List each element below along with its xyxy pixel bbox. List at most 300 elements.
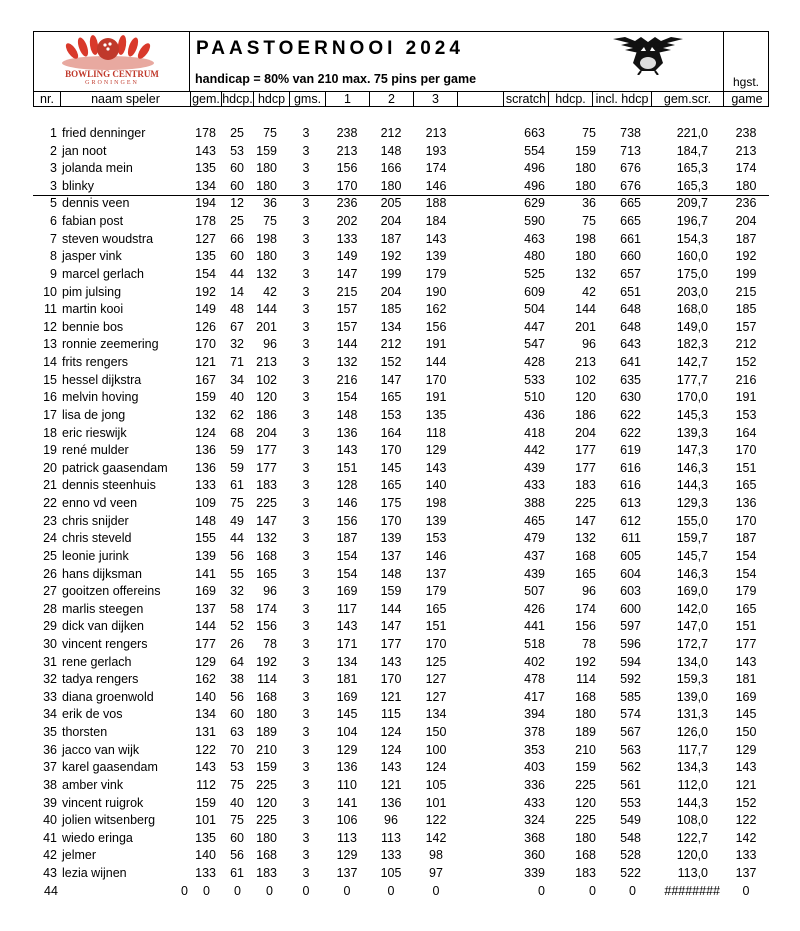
cell-game3: 170 <box>425 372 447 387</box>
cell-name: eric rieswijk <box>62 425 127 440</box>
table-row <box>0 425 800 442</box>
cell-gemscr: 117,7 <box>677 742 708 757</box>
table-row <box>0 160 800 177</box>
cell-nr: 27 <box>43 584 57 599</box>
cell-gms: 3 <box>302 707 310 722</box>
cell-hdcp-pct: 25 <box>230 214 244 229</box>
cell-nr: 33 <box>43 689 57 704</box>
cell-incl-hdcp: 676 <box>620 161 641 176</box>
cell-game1: 154 <box>336 566 358 581</box>
cell-game3: 151 <box>425 619 447 634</box>
table-row <box>0 671 800 688</box>
cell-game1: 148 <box>336 407 358 422</box>
cell-game2: 180 <box>380 178 402 193</box>
cell-gem: 135 <box>195 830 216 845</box>
cell-hdcp: 96 <box>263 584 277 599</box>
cell-nr: 42 <box>43 848 57 863</box>
table-row <box>0 407 800 424</box>
cell-hdcp2: 147 <box>575 513 596 528</box>
cell-hdcp: 183 <box>256 478 277 493</box>
cell-gemscr: 147,0 <box>676 619 708 634</box>
cell-hdcp-pct: 48 <box>230 302 244 317</box>
table-row <box>0 284 800 301</box>
cell-scratch: 336 <box>524 777 545 792</box>
cell-hdcp-pct: 49 <box>230 513 244 528</box>
table-row <box>0 477 800 494</box>
table-row <box>0 795 800 812</box>
cell-name: lezia wijnen <box>62 866 127 881</box>
cell-gemscr: 134,0 <box>676 654 708 669</box>
cell-gem: 134 <box>195 707 216 722</box>
cell-scratch: 518 <box>524 636 545 651</box>
col-hdcp: hdcp <box>254 92 290 106</box>
cell-name: enno vd veen <box>62 496 138 511</box>
cell-hdcp-pct: 34 <box>230 372 244 387</box>
table-row <box>0 548 800 565</box>
cell-name: marcel gerlach <box>62 266 144 281</box>
cell-hdcp: 120 <box>256 795 277 810</box>
cell-hdcp2: 75 <box>582 126 596 140</box>
cell-game1: 181 <box>336 672 358 687</box>
cell-hdcp2: 183 <box>575 866 596 881</box>
cell-game2: 148 <box>380 566 402 581</box>
cell-gem: 133 <box>195 478 216 493</box>
table-row <box>0 777 800 794</box>
cell-hdcp-pct: 60 <box>230 249 244 264</box>
cell-gemscr: 155,0 <box>676 513 708 528</box>
cell-gem: 159 <box>195 795 216 810</box>
cell-game1: 145 <box>336 707 358 722</box>
table-row <box>0 372 800 389</box>
table-row <box>0 442 800 459</box>
cell-gem: 127 <box>195 231 216 246</box>
cell-incl-hdcp: 611 <box>621 531 641 546</box>
cell-hdcp-pct: 60 <box>230 161 244 176</box>
cell-hdcp2: 210 <box>575 742 596 757</box>
cell-game2: 166 <box>380 161 402 176</box>
cell-hdcp2: 204 <box>575 425 596 440</box>
cell-game: 122 <box>735 813 757 828</box>
cell-gemscr: 147,3 <box>676 443 708 458</box>
cell-hdcp: 183 <box>256 866 277 881</box>
cell-gms: 3 <box>302 460 310 475</box>
cell-game3: 122 <box>425 813 447 828</box>
cell-game2: 143 <box>380 654 402 669</box>
table-row-empty <box>0 883 800 900</box>
cell-scratch: 339 <box>524 866 545 881</box>
cell-name: jan noot <box>62 143 107 158</box>
cell-hdcp-pct: 25 <box>230 126 244 140</box>
cell-nr: 38 <box>43 777 57 792</box>
cell-hdcp: 180 <box>256 830 277 845</box>
cell-game3: 213 <box>425 126 447 140</box>
cell-hdcp2: 180 <box>575 161 596 176</box>
cell-gemscr: 196,7 <box>676 214 708 229</box>
cell-hdcp: 120 <box>256 390 277 405</box>
cell-incl-hdcp: 648 <box>620 319 641 334</box>
cell-game3: 127 <box>425 672 447 687</box>
cell-gemscr: 113,0 <box>677 866 708 881</box>
cell-hdcp: 168 <box>256 689 277 704</box>
cell-hdcp2: 198 <box>575 231 596 246</box>
cell-incl-hdcp: 597 <box>620 619 641 634</box>
cell-hdcp2: 225 <box>575 813 596 828</box>
cell-game3: 144 <box>425 355 447 370</box>
cell-hdcp-pct: 59 <box>230 443 244 458</box>
cell-hdcp2: 192 <box>575 654 596 669</box>
cell-name: melvin hoving <box>62 390 139 405</box>
cell-nr: 7 <box>50 231 57 246</box>
cell-scratch: 402 <box>524 654 545 669</box>
cell-game: 215 <box>735 284 757 299</box>
cell-nr: 19 <box>43 443 57 458</box>
cell-game: 170 <box>735 513 757 528</box>
table-row <box>0 812 800 829</box>
cell-gemscr: 184,7 <box>676 143 708 158</box>
cell-game2: 205 <box>380 196 402 211</box>
cell-nr: 24 <box>43 531 57 546</box>
cell-incl-hdcp: 738 <box>620 126 641 140</box>
cell-name: fabian post <box>62 214 124 229</box>
cell-hdcp-pct: 75 <box>230 496 244 511</box>
cell-hdcp2: 168 <box>575 689 596 704</box>
cell-scratch: 433 <box>524 795 545 810</box>
table-row <box>0 513 800 530</box>
cell-nr: 2 <box>50 143 57 158</box>
cell-game3: 137 <box>425 566 447 581</box>
cell-incl-hdcp: 553 <box>620 795 641 810</box>
cell-hdcp-pct: 53 <box>230 143 244 158</box>
cell-hdcp: 132 <box>256 531 277 546</box>
col-game3: 3 <box>414 92 458 106</box>
cell-gms: 3 <box>302 672 310 687</box>
cell-hdcp2: 180 <box>575 178 596 193</box>
cell-game: 169 <box>735 689 757 704</box>
cell-gemscr: 154,3 <box>676 231 708 246</box>
cell-nr: 3 <box>50 178 57 193</box>
cell-gms: 3 <box>302 143 310 158</box>
cell-gemscr: 203,0 <box>676 284 708 299</box>
cell-nr: 16 <box>43 390 57 405</box>
col-empty <box>458 92 504 106</box>
col-hdcp2: hdcp. <box>549 92 593 106</box>
cell-hdcp2: 189 <box>575 725 596 740</box>
cell-game: 199 <box>735 266 757 281</box>
cell-hdcp: 174 <box>256 601 277 616</box>
cell-gemscr: 112,0 <box>677 777 708 792</box>
cell-nr: 31 <box>43 654 57 669</box>
cell-game1: 149 <box>336 249 358 264</box>
cell-game1: 171 <box>336 636 358 651</box>
cell-game3: 105 <box>425 777 447 792</box>
cell-gms: 3 <box>302 813 310 828</box>
cell-hdcp-pct: 32 <box>230 584 244 599</box>
col-game1: 1 <box>326 92 370 106</box>
cell-game1: 0 <box>343 883 351 898</box>
cell-nr: 21 <box>43 478 57 493</box>
col-nr: nr. <box>34 92 61 106</box>
cell-hdcp-pct: 38 <box>230 672 244 687</box>
cell-game: 165 <box>735 478 757 493</box>
cell-gms: 3 <box>302 478 310 493</box>
cell-gem: 178 <box>195 214 216 229</box>
cell-gem: 169 <box>195 584 216 599</box>
page-title: PAASTOERNOOI 2024 <box>196 38 464 59</box>
cell-name: bennie bos <box>62 319 124 334</box>
cell-scratch: 439 <box>524 460 545 475</box>
cell-game: 212 <box>735 337 757 352</box>
cell-name: patrick gaasendam <box>62 460 168 475</box>
cell-name: chris snijder <box>62 513 129 528</box>
cell-incl-hdcp: 561 <box>620 777 641 792</box>
cell-name: amber vink <box>62 777 124 792</box>
cell-name: vincent ruigrok <box>62 795 144 810</box>
cell-incl-hdcp: 528 <box>620 848 641 863</box>
cell-scratch: 479 <box>524 531 545 546</box>
cell-game1: 216 <box>336 372 358 387</box>
cell-gemscr: 221,0 <box>676 126 708 140</box>
cell-incl-hdcp: 616 <box>620 460 641 475</box>
cell-game3: 156 <box>425 319 447 334</box>
cell-hdcp: 204 <box>256 425 277 440</box>
cell-gms: 3 <box>302 390 310 405</box>
cell-incl-hdcp: 713 <box>620 143 641 158</box>
cell-incl-hdcp: 592 <box>620 672 641 687</box>
cell-incl-hdcp: 600 <box>620 601 641 616</box>
cell-gemscr: ######## <box>664 883 720 898</box>
cell-hdcp-pct: 68 <box>230 425 244 440</box>
table-row <box>0 530 800 547</box>
cell-gem: 149 <box>195 302 216 317</box>
cell-incl-hdcp: 585 <box>620 689 641 704</box>
cell-gms: 3 <box>302 619 310 634</box>
cell-name: karel gaasendam <box>62 760 158 775</box>
cell-hdcp-pct: 44 <box>230 531 244 546</box>
cell-gemscr: 175,0 <box>676 266 708 281</box>
cell-game2: 159 <box>380 584 402 599</box>
cell-name: hessel dijkstra <box>62 372 142 387</box>
cell-name: erik de vos <box>62 707 123 722</box>
cell-gem: 140 <box>195 848 216 863</box>
cell-game: 154 <box>735 548 757 563</box>
cell-hdcp-pct: 56 <box>230 548 244 563</box>
cell-name: wiedo eringa <box>62 830 133 845</box>
cell-gem: 132 <box>195 407 216 422</box>
cell-game: 150 <box>735 725 757 740</box>
cell-game2: 121 <box>380 777 402 792</box>
cell-game3: 135 <box>425 407 447 422</box>
cell-hdcp2: 102 <box>575 372 596 387</box>
cell-hdcp: 102 <box>256 372 277 387</box>
cell-game3: 198 <box>425 496 447 511</box>
cell-game3: 184 <box>425 214 447 229</box>
cell-incl-hdcp: 630 <box>620 390 641 405</box>
cell-incl-hdcp: 567 <box>620 725 641 740</box>
cell-gemscr: 165,3 <box>676 178 708 193</box>
cell-gms: 3 <box>302 496 310 511</box>
cell-game2: 134 <box>380 319 402 334</box>
cell-gms: 3 <box>302 760 310 775</box>
cell-nr: 25 <box>43 548 57 563</box>
cell-incl-hdcp: 562 <box>620 760 641 775</box>
cell-hdcp: 186 <box>256 407 277 422</box>
cell-gem: 133 <box>195 866 216 881</box>
table-row <box>0 248 800 265</box>
cell-gms: 3 <box>302 161 310 176</box>
cell-nr: 6 <box>50 214 57 229</box>
cell-gemscr: 159,7 <box>676 531 708 546</box>
cell-hdcp2: 180 <box>575 830 596 845</box>
cell-name: vincent rengers <box>62 636 148 651</box>
cell-gem: 155 <box>195 531 216 546</box>
cell-hdcp: 225 <box>256 496 277 511</box>
cell-game2: 133 <box>380 848 402 863</box>
cell-incl-hdcp: 648 <box>620 302 641 317</box>
cell-hdcp2: 42 <box>582 284 596 299</box>
cell-game2: 147 <box>380 619 402 634</box>
cell-game2: 144 <box>380 601 402 616</box>
cell-hdcp-pct: 58 <box>230 601 244 616</box>
cell-game: 137 <box>735 866 757 881</box>
cell-game1: 146 <box>336 496 358 511</box>
cell-name: ronnie zeemering <box>62 337 159 352</box>
cell-game2: 175 <box>380 496 402 511</box>
cell-gms: 3 <box>302 266 310 281</box>
table-row <box>0 178 800 195</box>
cell-hdcp2: 132 <box>575 266 596 281</box>
cell-game2: 177 <box>380 636 402 651</box>
cell-hdcp2: 201 <box>575 319 596 334</box>
cell-name: jacco van wijk <box>62 742 140 757</box>
cell-game1: 106 <box>336 813 358 828</box>
cell-game: 151 <box>735 460 757 475</box>
cell-game3: 143 <box>425 231 447 246</box>
cell-game: 236 <box>735 196 757 211</box>
cell-hdcp2: 120 <box>575 390 596 405</box>
table-row <box>0 195 800 212</box>
cell-gemscr: 142,7 <box>676 355 708 370</box>
cell-incl-hdcp: 661 <box>620 231 641 246</box>
cell-game2: 105 <box>380 866 402 881</box>
cell-hdcp-pct: 26 <box>230 636 244 651</box>
cell-scratch: 447 <box>524 319 545 334</box>
cell-name: dennis steenhuis <box>62 478 156 493</box>
table-row <box>0 319 800 336</box>
cell-gms: 3 <box>302 636 310 651</box>
cell-name: hans dijksman <box>62 566 142 581</box>
cell-scratch: 554 <box>524 143 545 158</box>
col-gem: gem. <box>191 92 222 106</box>
cell-incl-hdcp: 660 <box>620 249 641 264</box>
cell-hdcp2: 225 <box>575 777 596 792</box>
cell-game3: 150 <box>425 725 447 740</box>
cell-gemscr: 149,0 <box>676 319 708 334</box>
cell-scratch: 547 <box>524 337 545 352</box>
cell-hdcp2: 168 <box>575 548 596 563</box>
cell-name: fried denninger <box>62 126 146 140</box>
cell-incl-hdcp: 665 <box>620 196 641 211</box>
cell-incl-hdcp: 596 <box>620 636 641 651</box>
cell-gem: 134 <box>195 178 216 193</box>
cell-game2: 0 <box>387 883 395 898</box>
cell-hdcp2: 144 <box>575 302 596 317</box>
cell-gms: 3 <box>302 443 310 458</box>
cell-hdcp2: 180 <box>575 249 596 264</box>
cell-game3: 140 <box>425 478 447 493</box>
cell-hdcp: 78 <box>263 636 277 651</box>
cell-game2: 170 <box>380 443 402 458</box>
cell-scratch: 437 <box>524 548 545 563</box>
cell-gem: 101 <box>195 813 216 828</box>
cell-scratch: 368 <box>524 830 545 845</box>
cell-scratch: 465 <box>524 513 545 528</box>
cell-scratch: 590 <box>524 214 545 229</box>
table-row <box>0 266 800 283</box>
cell-gemscr: 182,3 <box>676 337 708 352</box>
cell-gem: 192 <box>195 284 216 299</box>
cell-hdcp-pct: 62 <box>230 407 244 422</box>
cell-game1: 129 <box>336 848 358 863</box>
table-row <box>0 336 800 353</box>
cell-game3: 124 <box>425 760 447 775</box>
cell-nr: 22 <box>43 496 57 511</box>
cell-gms: 3 <box>302 178 310 193</box>
cell-hdcp: 192 <box>256 654 277 669</box>
cell-hdcp-pct: 60 <box>230 707 244 722</box>
cell-game1: 136 <box>336 425 358 440</box>
cell-game1: 187 <box>336 531 358 546</box>
cell-gms: 3 <box>302 513 310 528</box>
cell-game: 181 <box>735 672 757 687</box>
cell-hdcp-pct: 64 <box>230 654 244 669</box>
cell-hdcp: 159 <box>256 760 277 775</box>
cell-scratch: 324 <box>524 813 545 828</box>
cell-nr: 43 <box>43 866 57 881</box>
cell-scratch: 418 <box>524 425 545 440</box>
cell-hdcp2: 96 <box>582 337 596 352</box>
cell-gemscr: 144,3 <box>676 795 708 810</box>
cell-gms: 3 <box>302 249 310 264</box>
cell-game: 238 <box>735 126 757 140</box>
cell-hdcp: 147 <box>256 513 277 528</box>
cell-gms: 3 <box>302 725 310 740</box>
cell-gms: 3 <box>302 848 310 863</box>
cell-nr: 37 <box>43 760 57 775</box>
cell-gms: 3 <box>302 654 310 669</box>
cell-hdcp-pct: 60 <box>230 178 244 193</box>
cell-hdcp: 159 <box>256 143 277 158</box>
cell-game3: 143 <box>425 460 447 475</box>
cell-game3: 134 <box>425 707 447 722</box>
cell-gem: 136 <box>195 443 216 458</box>
cell-incl-hdcp: 676 <box>620 178 641 193</box>
table-row <box>0 830 800 847</box>
cell-gemscr: 108,0 <box>676 813 708 828</box>
cell-nr: 34 <box>43 707 57 722</box>
cell-game1: 136 <box>336 760 358 775</box>
cell-hdcp2: 96 <box>582 584 596 599</box>
cell-game: 180 <box>735 178 757 193</box>
cell-game3: 179 <box>425 584 447 599</box>
cell-incl-hdcp: 574 <box>620 707 641 722</box>
cell-hdcp-pct: 56 <box>230 848 244 863</box>
table-row <box>0 213 800 230</box>
cell-game1: 169 <box>336 689 358 704</box>
cell-game2: 212 <box>380 126 402 140</box>
cell-nr: 15 <box>43 372 57 387</box>
cell-game1: 137 <box>336 866 358 881</box>
cell-gemscr: 129,3 <box>676 496 708 511</box>
